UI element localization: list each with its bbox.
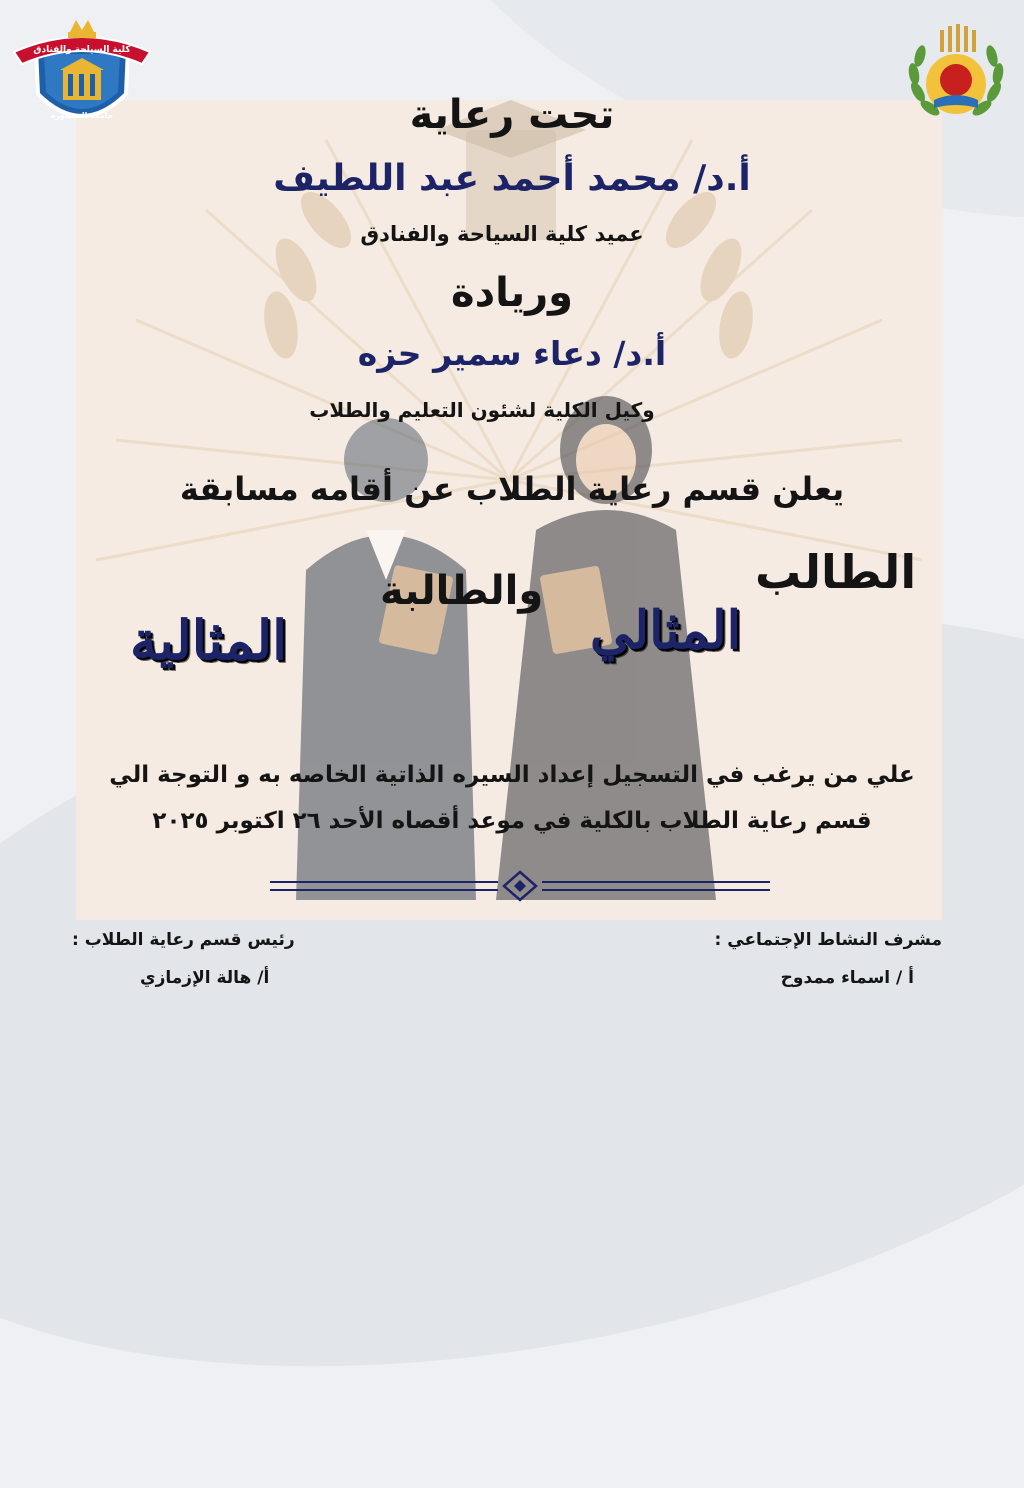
crest-banner-text: كلية السياحة والفنادق [33, 45, 131, 55]
dean-name: أ.د/ محمد أحمد عبد اللطيف [273, 158, 751, 199]
dean-title: عميد كلية السياحة والفنادق [360, 222, 644, 246]
word-and-female-student: والطالبة [380, 568, 544, 614]
announcement-intro: يعلن قسم رعاية الطلاب عن أقامه مسابقة [179, 470, 845, 508]
vice-dean-name: أ.د/ دعاء سمير حزه [357, 334, 667, 373]
left-signatory-name: أ/ هالة الإزمازي [140, 968, 270, 988]
ornamental-divider [270, 868, 770, 904]
left-signatory-role: رئيس قسم رعاية الطلاب : [72, 930, 295, 950]
patronage-heading: تحت رعاية [409, 92, 615, 138]
crest-base-text: جامعة المنصورة [50, 111, 114, 120]
leadership-heading: وريادة [450, 270, 574, 316]
right-signatory-role: مشرف النشاط الإجتماعي : [714, 930, 942, 950]
vice-dean-title: وكيل الكلية لشئون التعليم والطلاب [309, 398, 655, 422]
word-ideal-male: المثالي [590, 600, 742, 661]
right-signatory-name: أ / اسماء ممدوح [780, 968, 914, 988]
details-line-1: علي من يرغب في التسجيل إعداد السيره الذاتية الخاصه به و التوجة الي [109, 762, 915, 788]
word-student: الطالب [755, 545, 917, 599]
word-ideal-female: المثالية [130, 608, 288, 672]
details-line-2: قسم رعاية الطلاب بالكلية في موعد أقصاه الأحد ٢٦ اكتوبر ٢٠٢٥ [152, 808, 872, 834]
